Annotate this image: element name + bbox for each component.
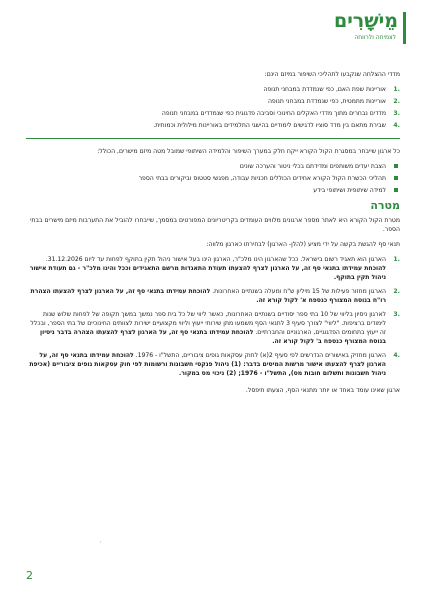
list-item: תהליכי הכשרת הקול הקורא אחידים הכוללים תכניות עבודה, מפגשי סטטוס וביקורים בבתי הספר	[26, 174, 386, 183]
logo-text: מֵישָׁרִים	[333, 10, 398, 32]
bullet-square-icon	[394, 164, 398, 168]
list-item: .4 הארגון מחזיק באישורים הנדרשים לפי סעיף 2(א) לחוק עסקאות גופים ציבוריים, התשל"ו - 1976. להוכחת עמידתו בתנאי סף זה, על הארגון לצרף להצעתו אישור מרשות המיסים בדבר: (1) ניהול פנקסי חשבונות ורשומות לפי חוק עסקאות גופים ציבוריים (אכיפת ניהול חשבונות ותשלום חובות מס), התשל"ו - 1976; (2) ניכוי מס במקור.	[29, 352, 400, 377]
list-item: .1 אוריינות שפת האם, כפי שנמדדת במבחני תנופה	[263, 86, 400, 93]
logo-subtitle: לצמיחה ולרווחה	[354, 34, 396, 41]
mission-title: מטרה	[370, 199, 400, 212]
list-item: .4 שבירת מתאם בין מדד סוציו לדגישים לימודיים בהישגי התלמידים באוריינות מילולית וכמותית.	[153, 122, 400, 129]
benefits-intro: כל ארגון שייבחר במסגרת הקול הקורא ייקח חלק במערך השיפור והלמידה השיתופי שמובל מטה מיזם מישרים, הכולל:	[97, 148, 400, 155]
list-item: הצבת יעדים משותפים ומדידתם בכלי ניטור והערכה שונים	[26, 162, 386, 171]
list-item: .1 הארגון הוא תאגיד רשום בישראל. ככל שהארגון הינו מלכ"ר, הארגון הינו בעל אישור ניהול תקין בתוקף לפחות עד ליום 31.12.2026. להוכחת עמידתו בתנאי סף זה, על הארגון לצרף להצעתו תעודת התאגדות מרשם התאגידים וככל והינו מלכ"ר - גם תעודת אישור ניהול תקין בתוקף.	[29, 256, 400, 281]
logo-bar	[403, 12, 406, 44]
list-item: .3 לארגון ניסיון בליווי של 10 בתי ספר יסודיים בשנתיים האחרונות, כאשר ליווי של כל בית ספר נמשך במשך תקופה של לפחות שלוש שנות לימודים ברציפות. "ליווי" לצורך סעיף 3 לתנאי הסף משמעו מתן שירותי ייעוץ וליווי מקצועיים ישירות לצוותים החינוכיים של בתי הספר, ובכלל זה ייעוץ בתחומים הפדגוגיים, הארגוניים והחברתיים. להוכחת עמידתו בתנאי סף זה, על הארגון לצרף להצעתו הצהרה בדבר ניסיון בנוסח המצורף כנספח ב' לקול קורא זה.	[30, 311, 400, 345]
success-list	[26, 85, 400, 130]
bullet-square-icon	[394, 176, 398, 180]
list-item: .2 הארגון מחזור פעילות של 15 מיליון ש"ח ומעלה בשנתיים האחרונות. להוכחת עמידתו בתנאי סף זה, על הארגון לצרף להצעתו הצהרת רו"ח בנוסח המצורף כנספח א' לקול קורא זה.	[30, 288, 400, 304]
page-number: 2	[26, 569, 33, 582]
success-intro: מדדי ההצלחה שנקבעו לתהליכי השיפור במיזם הינם:	[264, 71, 400, 78]
logo	[314, 10, 406, 50]
divider	[26, 138, 400, 139]
criteria-intro: תנאי סף להגשת בקשה על ידי מציע (להלן- הארגון) לבחירתו כארגון מלווה:	[206, 241, 400, 248]
list-item: .3 מדדים נבחרים מתוך מדדי האקלים החינוכי וסביבה פדגוגית כפי שנמדדים במבחני תנופה	[161, 110, 400, 117]
bullet-square-icon	[394, 188, 398, 192]
decorative-mark: ,	[100, 538, 102, 544]
list-item: למידה שיתופית ושיתופי בידע	[26, 186, 386, 195]
closing-paragraph: ארגון שאינו עומד באחד או יותר מתנאי הסף, הצעתו תיפסל.	[245, 387, 400, 394]
benefits-list	[26, 162, 400, 195]
criteria-list	[26, 255, 400, 378]
list-item: .2 אוריינות מתמטית, כפי שנמדדת במבחני תנופה	[267, 98, 400, 105]
mission-paragraph: מטרת הקול הקורא היא לאתר מספר ארגונים מלווים העומדים בקריטריונים המפורטים במסמך, שייבחרו להוביל את התערבות מיזם מישרים בבתי הספר.	[30, 217, 400, 233]
main-content	[26, 70, 400, 401]
